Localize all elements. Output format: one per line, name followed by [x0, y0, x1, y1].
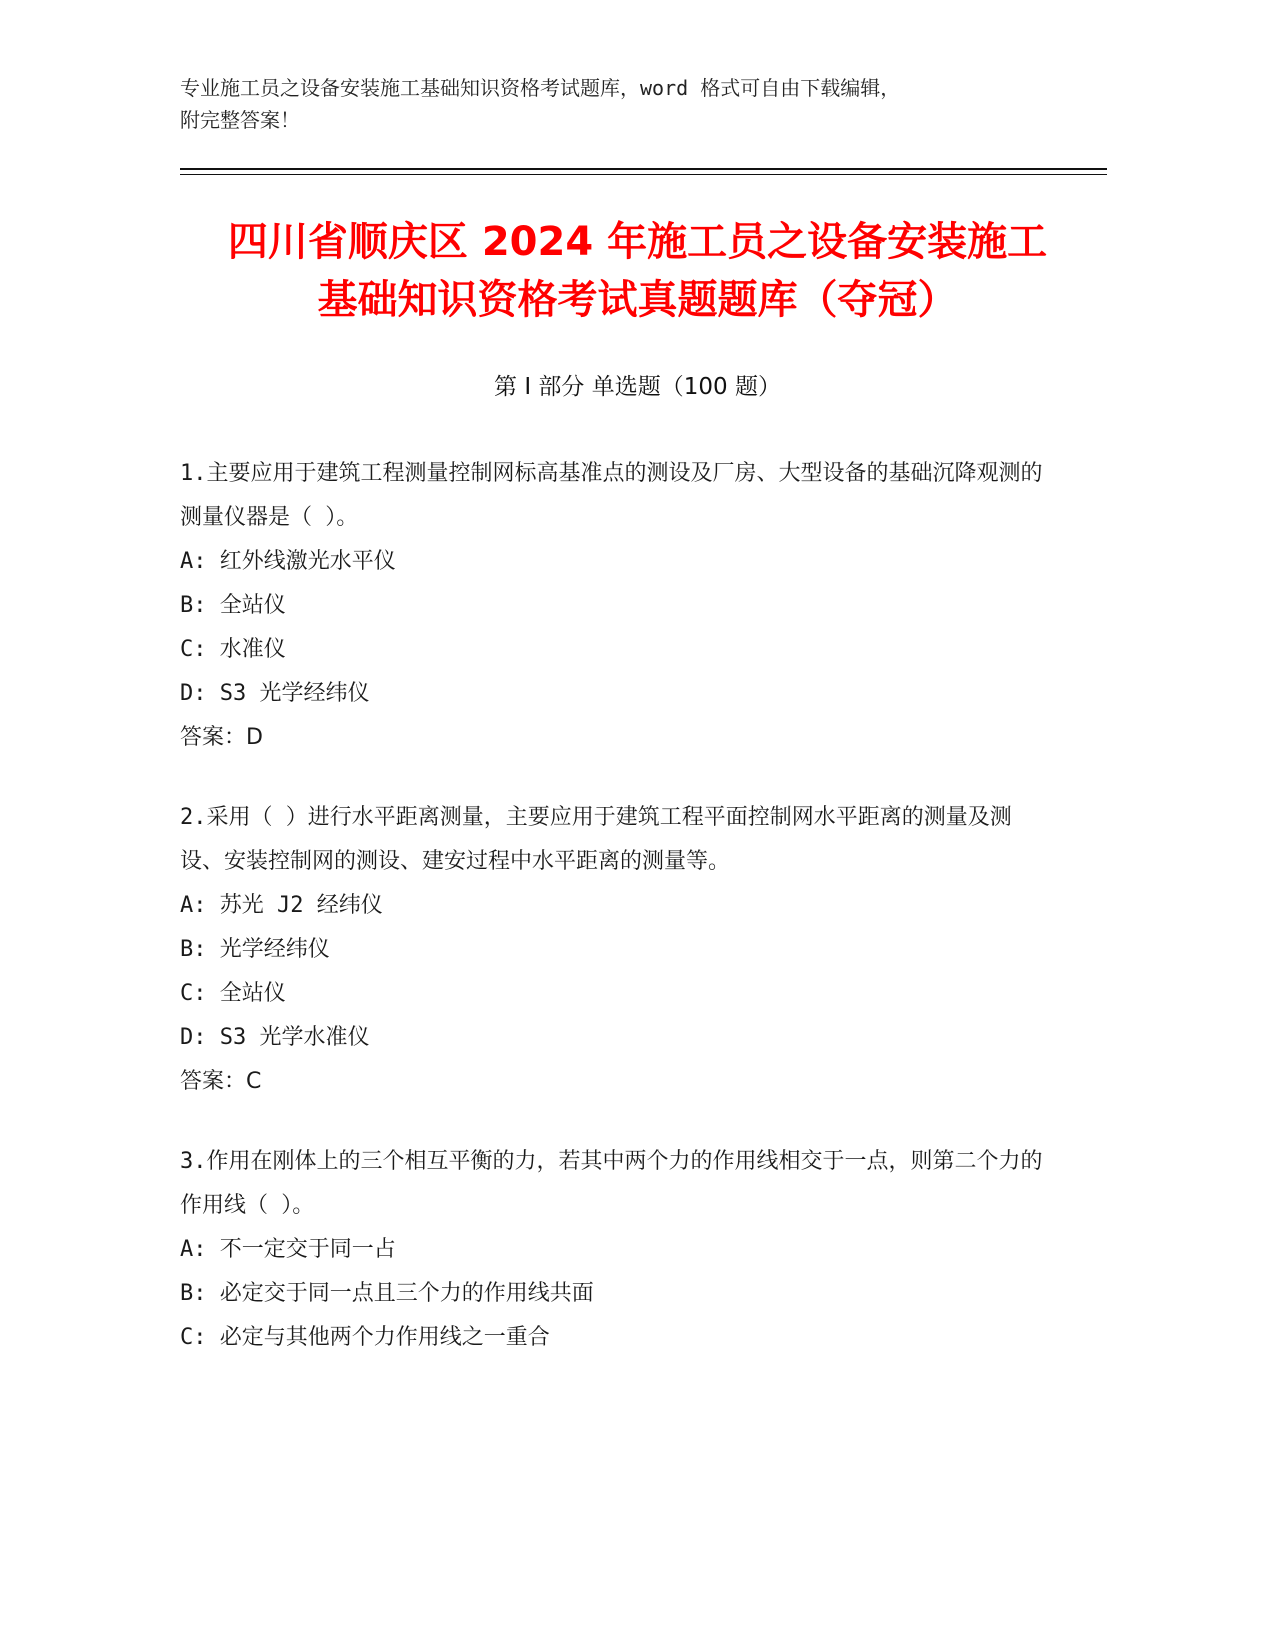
answer: 答案：C [180, 1069, 262, 1094]
question-item [180, 1140, 1050, 1360]
question-item [180, 796, 1050, 1104]
option-b: B: 光学经纬仪 [180, 937, 330, 962]
question-list [180, 452, 1050, 1396]
option-c: C: 全站仪 [180, 981, 286, 1006]
header-note-line: 专业施工员之设备安装施工基础知识资格考试题库，word 格式可自由下载编辑， [180, 76, 901, 100]
option-b: B: 全站仪 [180, 593, 286, 618]
option-c: C: 必定与其他两个力作用线之一重合 [180, 1325, 550, 1350]
document-title-line: 基础知识资格考试真题题库（夺冠） [317, 277, 958, 323]
answer: 答案：D [180, 725, 263, 750]
question-stem: 1.主要应用于建筑工程测量控制网标高基准点的测设及厂房、大型设备的基础沉降观测的测量仪器是（ ）。 [180, 461, 1043, 530]
question-item [180, 452, 1050, 760]
document-title-line: 四川省顺庆区 2024 年施工员之设备安装施工 [227, 219, 1048, 265]
option-d: D: S3 光学水准仪 [180, 1025, 370, 1050]
header-divider [180, 168, 1107, 170]
document-title [160, 213, 1115, 329]
option-d: D: S3 光学经纬仪 [180, 681, 370, 706]
section-heading: 第 I 部分 单选题（100 题） [494, 374, 781, 400]
header-divider-thin [180, 174, 1107, 175]
header-note-line: 附完整答案！ [180, 108, 300, 132]
option-a: A: 不一定交于同一占 [180, 1237, 396, 1262]
option-c: C: 水准仪 [180, 637, 286, 662]
question-stem: 3.作用在刚体上的三个相互平衡的力，若其中两个力的作用线相交于一点，则第二个力的作用线（ ）。 [180, 1149, 1043, 1218]
question-stem: 2.采用（ ）进行水平距离测量，主要应用于建筑工程平面控制网水平距离的测量及测设、安装控制网的测设、建安过程中水平距离的测量等。 [180, 805, 1012, 874]
option-a: A: 苏光 J2 经纬仪 [180, 893, 383, 918]
header-note [180, 72, 1060, 136]
option-b: B: 必定交于同一点且三个力的作用线共面 [180, 1281, 594, 1306]
option-a: A: 红外线激光水平仪 [180, 549, 396, 574]
